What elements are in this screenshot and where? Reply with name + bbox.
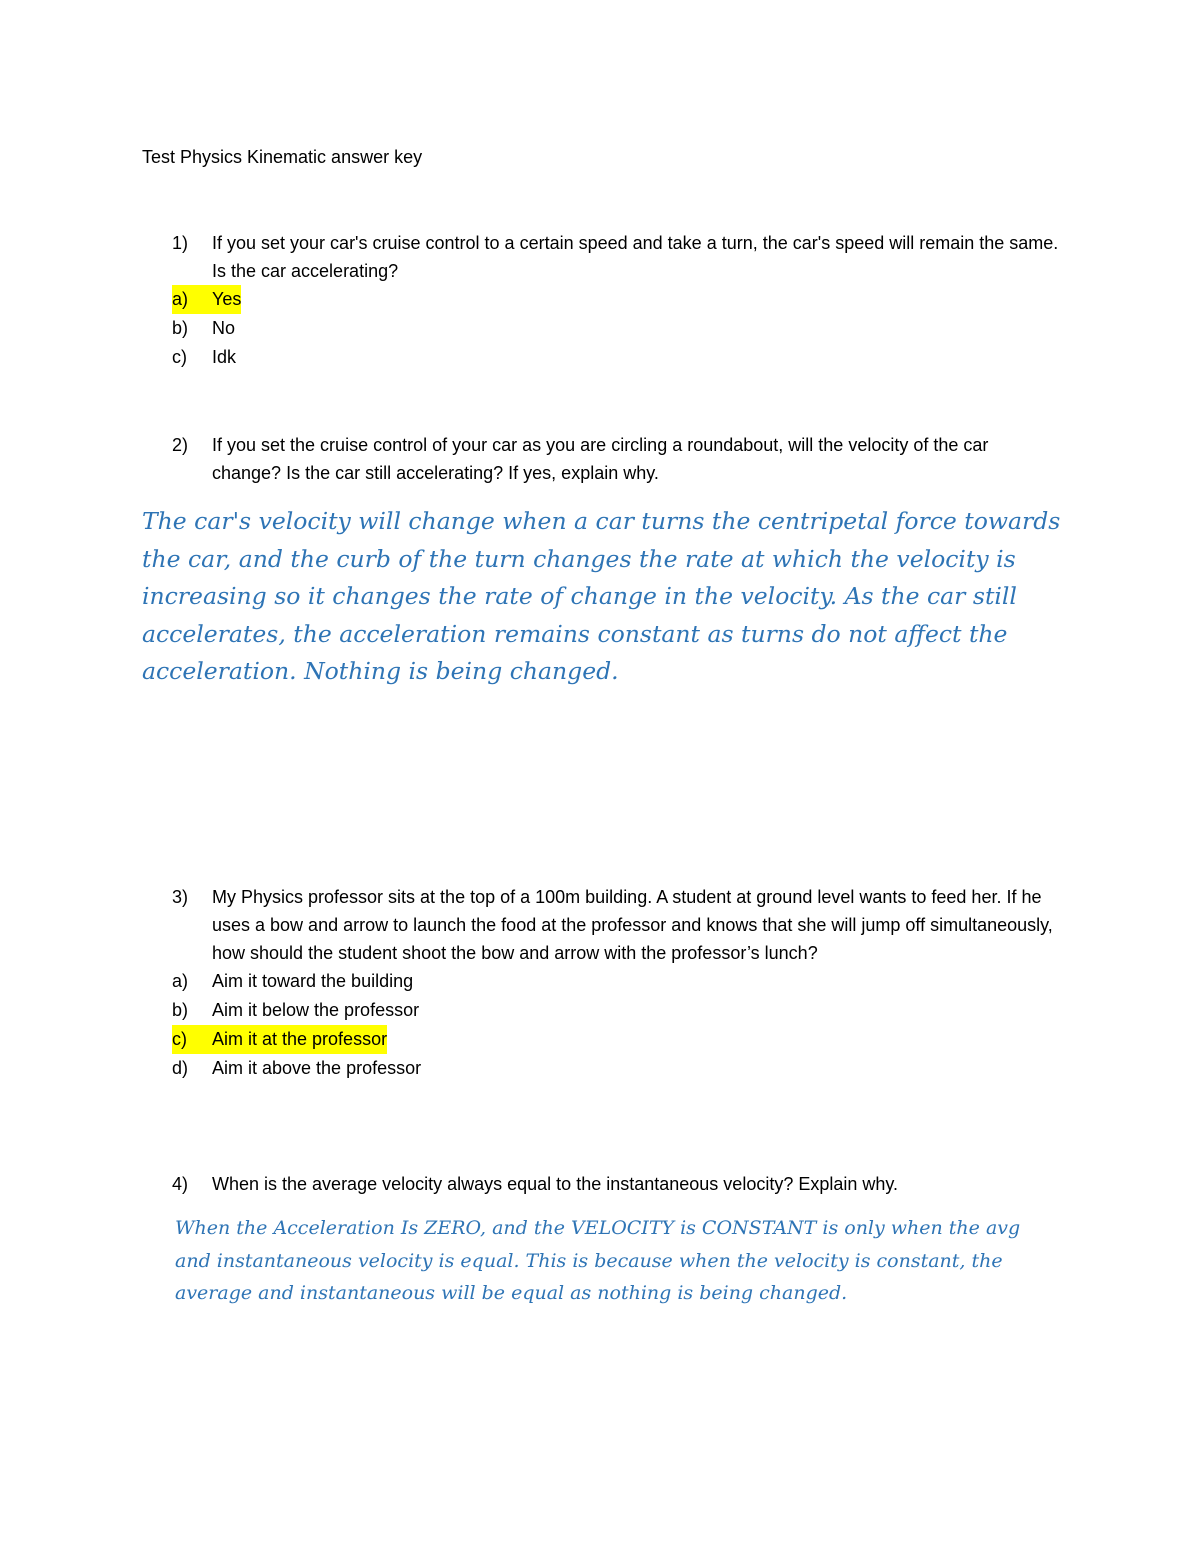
question-number: 2)	[172, 435, 189, 455]
question-3	[172, 883, 1062, 1083]
document-title: Test Physics Kinematic answer key	[142, 147, 423, 167]
option-text: Aim it below the professor	[212, 1000, 420, 1020]
option-text: Yes	[212, 289, 242, 309]
question-text: My Physics professor sits at the top of a 100m building. A student at ground level wants to feed her. If he uses a bow and arrow to launch the food at the professor and knows that she will jump off simultaneously, how should the student shoot the bow and arrow with the professor’s lunch?	[212, 887, 1053, 963]
question-2-stem	[172, 431, 1062, 487]
option-c-highlighted	[172, 1025, 1062, 1054]
highlight-mark	[172, 1025, 387, 1054]
question-text: If you set your car's cruise control to a certain speed and take a turn, the car's speed will remain the same. Is the car accelerating?	[212, 233, 1059, 281]
handwritten-answer-4: When the Acceleration Is ZERO, and the VELOCITY is CONSTANT is only when the avg and instantaneous velocity is equal. This is because when the velocity is constant, the average and instantaneous will be equal as nothing is being changed.	[175, 1217, 1021, 1304]
option-text: Aim it above the professor	[212, 1058, 422, 1078]
question-number: 4)	[172, 1174, 189, 1194]
option-b	[172, 314, 1062, 343]
option-a	[172, 967, 1062, 996]
question-2	[172, 431, 1062, 487]
option-a-highlighted	[172, 285, 1062, 314]
question-4-stem	[172, 1170, 1062, 1198]
option-text: Idk	[212, 347, 237, 367]
option-text: Aim it at the professor	[212, 1029, 388, 1049]
option-letter: b)	[172, 1000, 189, 1020]
option-d	[172, 1054, 1062, 1083]
option-letter: d)	[172, 1058, 189, 1078]
question-3-stem	[172, 883, 1062, 967]
question-number: 1)	[172, 233, 189, 253]
option-text: Aim it toward the building	[212, 971, 414, 991]
option-letter: b)	[172, 318, 189, 338]
question-1-stem	[172, 229, 1062, 285]
option-c	[172, 343, 1062, 372]
highlight-mark	[172, 285, 241, 314]
handwritten-answer-2: The car's velocity will change when a car turns the centripetal force towards the car, and the curb of the turn changes the rate at which the velocity is increasing so it changes the rate of change in the velocity. As the car still accelerates, the acceleration remains constant as turns do not affect the acceleration. Nothing is being changed.	[142, 507, 1061, 685]
option-letter: c)	[172, 347, 187, 367]
option-text: No	[212, 318, 236, 338]
question-text: When is the average velocity always equal to the instantaneous velocity? Explain why.	[212, 1174, 899, 1194]
option-letter: a)	[172, 971, 189, 991]
question-text: If you set the cruise control of your car as you are circling a roundabout, will the velocity of the car change? Is the car still accelerating? If yes, explain why.	[212, 435, 989, 483]
option-letter: c)	[172, 1025, 212, 1054]
option-b	[172, 996, 1062, 1025]
question-4	[172, 1170, 1062, 1198]
option-letter: a)	[172, 285, 212, 314]
question-1	[172, 229, 1062, 372]
question-number: 3)	[172, 887, 189, 907]
